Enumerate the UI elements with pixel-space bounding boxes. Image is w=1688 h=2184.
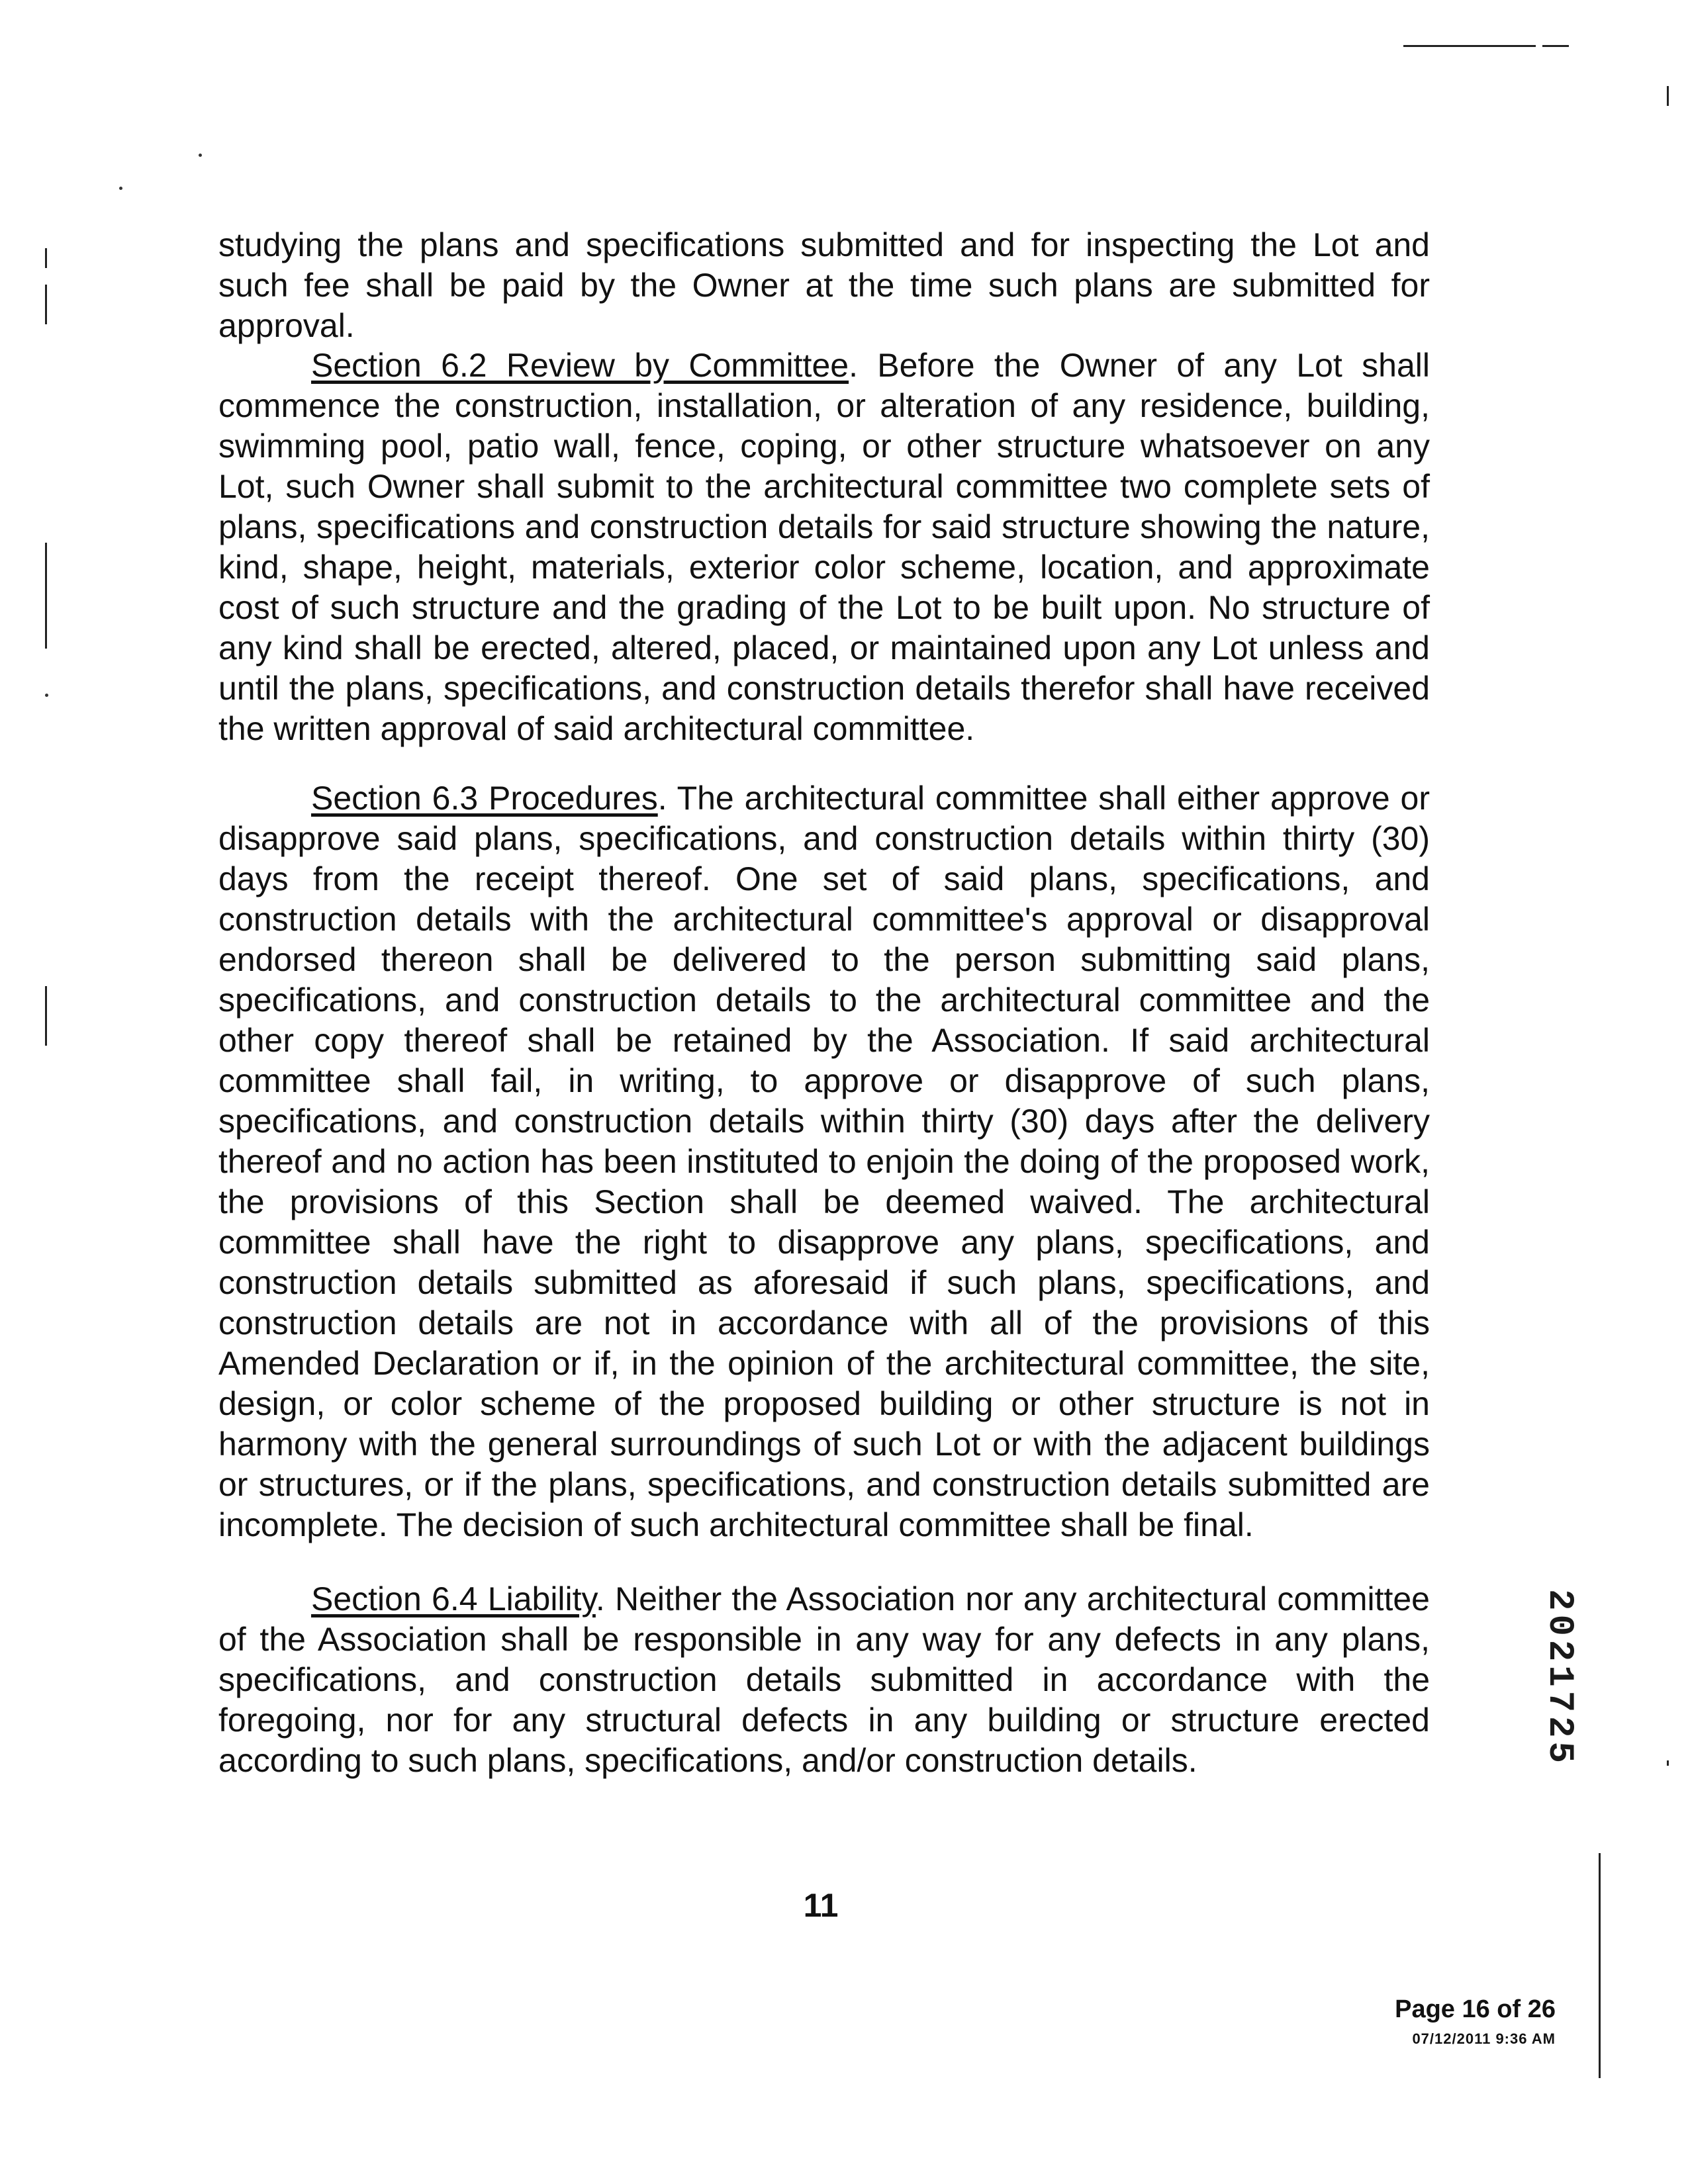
section-6-3-heading: Section 6.3 Procedures [311,780,658,817]
scan-right-edge [1599,1853,1601,2078]
section-6-3-paragraph [218,778,1430,1545]
section-6-4-heading: Section 6.4 Liability [311,1580,596,1617]
section-6-2-paragraph [218,345,1430,749]
scan-speck [45,694,48,697]
scan-left-mark [45,543,47,649]
section-6-2-body: . Before the Owner of any Lot shall commence the construction, installation, or alteration of any residence, building, swimming pool, patio wall, fence, coping, or other structure whatsoever on any Lot, such Owner shall submit to the architectural committee two complete sets of plans, specifications and construction details for said structure showing the nature, kind, shape, height, materials, exterior color scheme, location, and approximate cost of such structure and the grading of the Lot to be built upon. No structure of any kind shall be erected, altered, placed, or maintained upon any Lot unless and until the plans, specifications, and construction details therefor shall have received the written approval of said architectural committee. [218,347,1430,747]
scan-left-mark [45,986,47,1046]
scan-speck [199,154,202,157]
scan-right-mark [1667,86,1669,106]
scan-speck [119,187,122,190]
section-6-2-heading: Section 6.2 Review by Committee [311,347,849,384]
footer-page-label: Page 16 of 26 [1395,1995,1556,2023]
scan-left-mark [45,285,47,324]
intro-paragraph: studying the plans and specifications submitted and for inspecting the Lot and such fee shall be paid by the Owner at the time such plans are submitted for approval. [218,226,1430,344]
page-number: 11 [803,1887,839,1924]
recording-number-text: 2021725 [1538,1588,1579,1767]
scan-top-rule [1403,45,1536,47]
recording-number-stamp [1539,1516,1579,1840]
footer-timestamp: 07/12/2011 9:36 AM [1412,2030,1556,2047]
scan-right-mark [1667,1760,1669,1766]
section-6-4-paragraph [218,1579,1430,1781]
scan-top-rule-dash [1542,45,1569,47]
section-6-4-body: . Neither the Association nor any architectural committee of the Association shall be responsible in any way for any defects in any plans, specifications, and construction details submitted in accordance with the foregoing, nor for any structural defects in any building or structure erected according to such plans, specifications, and/or construction details. [218,1580,1430,1779]
section-6-3-body: . The architectural committee shall either approve or disapprove said plans, specifications, and construction details within thirty (30) days from the receipt thereof. One set of said plans, specifications, and construction details with the architectural committee's approval or disapproval endorsed thereon shall be delivered to the person submitting said plans, specifications, and construction details to the architectural committee and the other copy thereof shall be retained by the Association. If said architectural committee shall fail, in writing, to approve or disapprove of such plans, specifications, and construction details within thirty (30) days after the delivery thereof and no action has been instituted to enjoin the doing of the proposed work, the provisions of this Section shall be deemed waived. The architectural committee shall have the right to disapprove any plans, specifications, and construction details submitted as aforesaid if such plans, specifications, and construction details are not in accordance with all of the provisions of this Amended Declaration or if, in the opinion of the architectural committee, the site, design, or color scheme of the proposed building or other structure is not in harmony with the general surroundings of such Lot or with the adjacent buildings or structures, or if the plans, specifications, and construction details submitted are incomplete. The decision of such architectural committee shall be final. [218,780,1430,1543]
scan-left-mark [45,248,47,268]
